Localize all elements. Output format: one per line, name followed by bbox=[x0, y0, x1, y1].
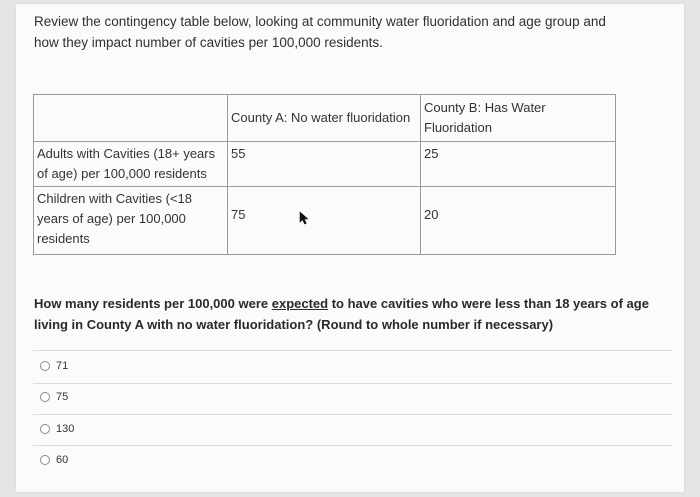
option-label: 75 bbox=[56, 391, 69, 403]
radio-button[interactable] bbox=[40, 455, 50, 465]
cell-adults-county-a: 55 bbox=[228, 142, 421, 187]
question-part-1: How many residents per 100,000 were bbox=[34, 296, 272, 311]
answer-option-60[interactable] bbox=[40, 454, 68, 466]
prompt-line-2: how they impact number of cavities per 100,000 residents. bbox=[34, 35, 383, 50]
answer-option-130[interactable] bbox=[40, 423, 74, 435]
table-row bbox=[34, 187, 616, 255]
contingency-table bbox=[33, 94, 616, 255]
table-row bbox=[34, 142, 616, 187]
question-card bbox=[16, 4, 684, 492]
option-label: 130 bbox=[56, 423, 75, 435]
divider bbox=[33, 350, 672, 351]
row-label-children: Children with Cavities (<18 years of age) per 100,000 residents bbox=[34, 187, 228, 255]
cell-children-county-b: 20 bbox=[421, 187, 616, 255]
cell-children-county-a: 75 bbox=[228, 187, 421, 255]
divider bbox=[33, 383, 672, 384]
mouse-pointer-icon bbox=[299, 211, 309, 225]
option-label: 60 bbox=[56, 454, 69, 466]
header-blank-cell bbox=[34, 95, 228, 142]
row-label-adults: Adults with Cavities (18+ years of age) per 100,000 residents bbox=[34, 142, 228, 187]
header-county-a: County A: No water fluoridation bbox=[228, 95, 421, 142]
answer-option-75[interactable] bbox=[40, 391, 68, 403]
table-header-row bbox=[34, 95, 616, 142]
cell-adults-county-b: 25 bbox=[421, 142, 616, 187]
divider bbox=[33, 414, 672, 415]
option-label: 71 bbox=[56, 360, 69, 372]
divider bbox=[33, 445, 672, 446]
question-text bbox=[34, 293, 654, 335]
question-emphasis: expected bbox=[271, 296, 329, 311]
answer-option-71[interactable] bbox=[40, 360, 68, 372]
question-part-2: to have cavities who were less than 18 years of age living in County A with no water fluoridation? (Round to whole number if necessary) bbox=[34, 296, 649, 332]
prompt-line-1: Review the contingency table below, looking at community water fluoridation and age group and bbox=[34, 14, 606, 29]
header-county-b: County B: Has Water Fluoridation bbox=[421, 95, 616, 142]
question-prompt bbox=[34, 11, 644, 53]
radio-button[interactable] bbox=[40, 392, 50, 402]
radio-button[interactable] bbox=[40, 424, 50, 434]
radio-button[interactable] bbox=[40, 361, 50, 371]
